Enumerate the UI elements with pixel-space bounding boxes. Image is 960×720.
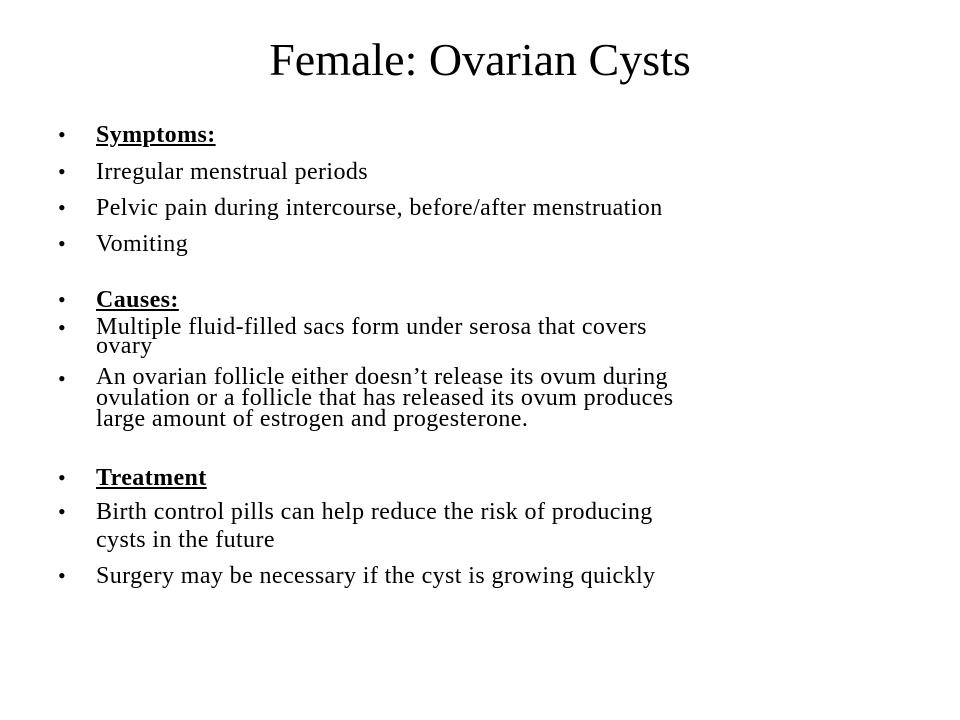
bullet-icon: • xyxy=(58,159,66,184)
list-item: Irregular menstrual periods xyxy=(96,159,369,185)
list-item: Vomiting xyxy=(96,231,189,257)
bullet-icon: • xyxy=(58,563,66,588)
bullet-icon: • xyxy=(58,315,66,340)
treatment-heading: Treatment xyxy=(96,465,207,491)
list-item-line: Birth control pills can help reduce the risk of producing xyxy=(96,499,653,525)
list-item-line: cysts in the future xyxy=(96,527,275,553)
bullet-icon: • xyxy=(58,122,66,147)
bullet-icon: • xyxy=(58,465,66,490)
causes-heading: Causes: xyxy=(96,287,179,313)
bullet-icon: • xyxy=(58,195,66,220)
list-item-line: large amount of estrogen and progesterone. xyxy=(96,406,529,432)
slide-title: Female: Ovarian Cysts xyxy=(269,34,691,85)
list-item: Pelvic pain during intercourse, before/after menstruation xyxy=(96,195,663,221)
list-item-line: An ovarian follicle either doesn’t release its ovum during xyxy=(96,364,668,390)
list-item-line: ovulation or a follicle that has released its ovum produces xyxy=(96,385,674,411)
bullet-icon: • xyxy=(58,499,66,524)
list-item: Surgery may be necessary if the cyst is growing quickly xyxy=(96,563,656,589)
list-item-line: ovary xyxy=(96,333,153,359)
symptoms-heading: Symptoms: xyxy=(96,122,216,148)
list-item-line: Multiple fluid-filled sacs form under serosa that covers xyxy=(96,314,647,340)
bullet-icon: • xyxy=(58,287,66,312)
bullet-icon: • xyxy=(58,231,66,256)
bullet-icon: • xyxy=(58,366,66,391)
